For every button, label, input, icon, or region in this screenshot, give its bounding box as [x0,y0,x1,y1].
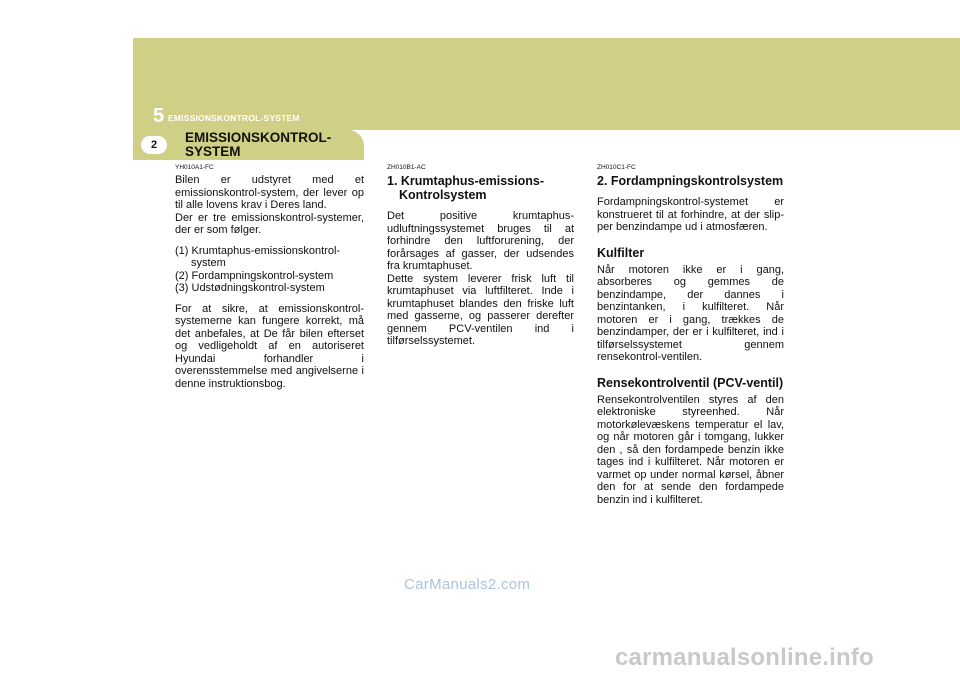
list-item-text: (2) Fordampningskontrol-system [175,269,334,282]
purge-valve-paragraph: Rensekontrolventilen styres af den elektroniske styreenhed. Når motorkølevæskens temperatur el lav, og når motoren går i tomgang, lukker den , så den fordampede benzin ikke tages ind i kulfilteret. Når motoren er varmet op under normal kørsel, åbner den for at sende den fordampede benzin ind i kulfilteret. [597,393,784,506]
list-item-text: (1) Krumtaphus-emissionskontrol- [175,244,341,257]
intro-paragraph-2: Der er tre emissionskontrol-systemer, der er som følger. [175,211,364,236]
crankcase-heading-line2: Kontrolsystem [399,188,487,202]
page-number: 2 [141,136,167,154]
section-code: ZH010C1-FC [597,164,636,171]
list-item-continuation: system [191,257,226,269]
crankcase-paragraph-2: Dette system leverer frisk luft til krumtaphuset via luftfilteret. Inde i krumtaphuset blandes den friske luft med gasserne, og passerer derefter gennem PCV-ventilen ind i tilførselssystemet. [387,272,574,347]
purge-valve-heading: Rensekontrolventil (PCV-ventil) [597,375,784,390]
column-evaporative [597,164,784,506]
column-crankcase [387,164,574,348]
carmanuals-watermark-link[interactable]: CarManuals2.com [404,576,531,593]
charcoal-filter-heading: Kulfilter [597,245,645,260]
section-code: YH010A1-FC [175,164,214,171]
systems-list [175,245,364,295]
column-intro [175,164,364,390]
section-title-line2: SYSTEM [185,144,241,159]
intro-paragraph: Bilen er udstyret med et emissionskontrol-system, der lever op til alle lovens krav i Deres land. [175,174,364,211]
list-item [175,270,364,283]
chapter-number: 5 [153,105,165,127]
crankcase-paragraph-1: Det positive krumtaphus-udluftningssystemet bruges til at forhindre den luftforurening, der forårsages af gasser, der udsendes fra krumtaphuset. [387,210,574,272]
outro-paragraph: For at sikre, at emissionskontrol-systemerne kan fungere korrekt, må det anbefales, at De får bilen efterset og vedligeholdt af en autoriseret Hyundai forhandler i overensstemmelse med angivelserne i denne instruktionsbog. [175,302,364,390]
crankcase-heading [387,174,574,202]
chapter-title: EMISSIONSKONTROL-SYSTEM [168,113,300,123]
list-item [175,245,364,270]
evaporative-paragraph: Fordampningskontrol-systemet er konstrueret til at forhindre, at der slip-per benzindampe ud i atmosfæren. [597,196,784,233]
list-item [175,282,364,295]
section-title [185,131,345,159]
evaporative-heading: 2. Fordampningskontrolsystem [597,174,784,188]
list-item-text: (3) Udstødningskontrol-system [175,282,325,294]
section-code: ZH010B1-AC [387,164,426,171]
crankcase-heading-line1: 1. Krumtaphus-emissions- [387,174,544,188]
charcoal-filter-paragraph: Når motoren ikke er i gang, absorberes og gemmes de benzindampe, der dannes i benzintanken, i kulfilteret. Når motoren er i gang, trækkes de benzindamper, der er i kulfilteret, ind i tilførselssystemet gennem rensekontrol-ventilen. [597,263,784,363]
site-watermark: carmanualsonline.info [615,644,874,671]
section-title-line1: EMISSIONSKONTROL- [185,130,332,145]
